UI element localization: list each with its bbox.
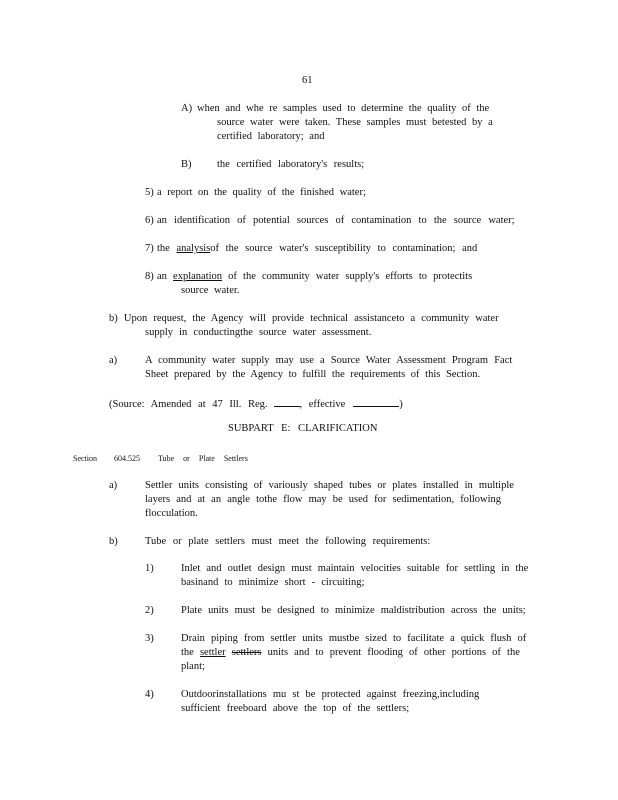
paragraph-a-line-1: A community water supply may use a Source Water Assessment Program Fact [145, 355, 513, 366]
section-a-label: a) [109, 480, 118, 491]
item-a-line-2: source water were taken. These samples must betested by a [217, 117, 493, 128]
paragraph-b-line-1: b) Upon request, the Agency will provide technical assistanceto a community water [109, 313, 499, 324]
section-a-line-3: flocculation. [145, 508, 198, 519]
section-word: Section [73, 454, 97, 463]
item-8-line-2: source water. [181, 285, 240, 296]
paragraph-a-label: a) [109, 355, 118, 366]
item-a-label: A) [181, 103, 193, 114]
item-7-text [157, 242, 477, 256]
item-8-post: of the community water supply's efforts to protectits [222, 271, 473, 282]
page-number: 61 [302, 75, 313, 86]
req-2-text: Plate units must be designed to minimize maldistribution across the units; [181, 605, 526, 616]
req-2-label: 2) [145, 605, 154, 616]
item-7-label: 7) [145, 243, 154, 254]
req-1-label: 1) [145, 563, 154, 574]
req-3-line-3: plant; [181, 661, 205, 672]
item-b-label: B) [181, 159, 192, 170]
item-b-text: the certified laboratory's results; [217, 159, 365, 170]
item-7-pre: the [157, 243, 177, 254]
req-4-line-2: sufficient freeboard above the top of the settlers; [181, 703, 410, 714]
req-3-line-1: Drain piping from settler units mustbe sized to facilitate a quick flush of [181, 633, 527, 644]
item-7-underlined: analysis [176, 243, 211, 254]
item-7-post: of the source water's susceptibility to contamination; and [210, 243, 478, 254]
source-prefix: (Source: Amended at 47 Ill. Reg. [109, 399, 268, 410]
item-5-text: a report on the quality of the finished water; [157, 187, 366, 198]
item-a-line-3: certified laboratory; and [217, 131, 325, 142]
item-8-text [157, 270, 472, 284]
effective-blank [353, 396, 399, 407]
subpart-heading: SUBPART E: CLARIFICATION [228, 423, 378, 434]
req-3-underlined: settler [199, 647, 226, 658]
paragraph-a-line-2: Sheet prepared by the Agency to fulfill the requirements of this Section. [145, 369, 481, 380]
section-number: 604.525 [114, 454, 140, 463]
section-b-label: b) [109, 536, 118, 547]
source-suffix: ) [399, 399, 403, 410]
req-1-line-1: Inlet and outlet design must maintain velocities suitable for settling in the [181, 563, 529, 574]
source-note [109, 396, 403, 412]
section-a-line-2: layers and at an angle tothe flow may be used for sedimentation, following [145, 494, 502, 505]
req-3-line-2 [181, 646, 520, 660]
paragraph-b-line-2: supply in conductingthe source water assessment. [145, 327, 372, 338]
item-5-label: 5) [145, 187, 154, 198]
req-3-label: 3) [145, 633, 154, 644]
req-4-line-1: Outdoorinstallations mu st be protected against freezing,including [181, 689, 480, 700]
req-1-line-2: basinand to minimize short - circuiting; [181, 577, 365, 588]
item-6-text: an identification of potential sources of contamination to the source water; [157, 215, 515, 226]
req-3-struck: settlers [231, 647, 262, 658]
section-title: Tube or Plate Settlers [158, 454, 248, 463]
source-middle: , effective [299, 399, 346, 410]
item-8-label: 8) [145, 271, 154, 282]
reg-blank [274, 396, 300, 407]
req-3-post: units and to prevent flooding of other portions of the [261, 647, 520, 658]
req-4-label: 4) [145, 689, 154, 700]
section-a-line-1: Settler units consisting of variously shaped tubes or plates installed in multiple [145, 480, 514, 491]
section-b-text: Tube or plate settlers must meet the following requirements: [145, 536, 431, 547]
item-6-label: 6) [145, 215, 154, 226]
item-a-line-1: when and whe re samples used to determine the quality of the [197, 103, 490, 114]
item-8-pre: an [157, 271, 174, 282]
item-8-underlined: explanation [173, 271, 223, 282]
req-3-pre: the [181, 647, 200, 658]
